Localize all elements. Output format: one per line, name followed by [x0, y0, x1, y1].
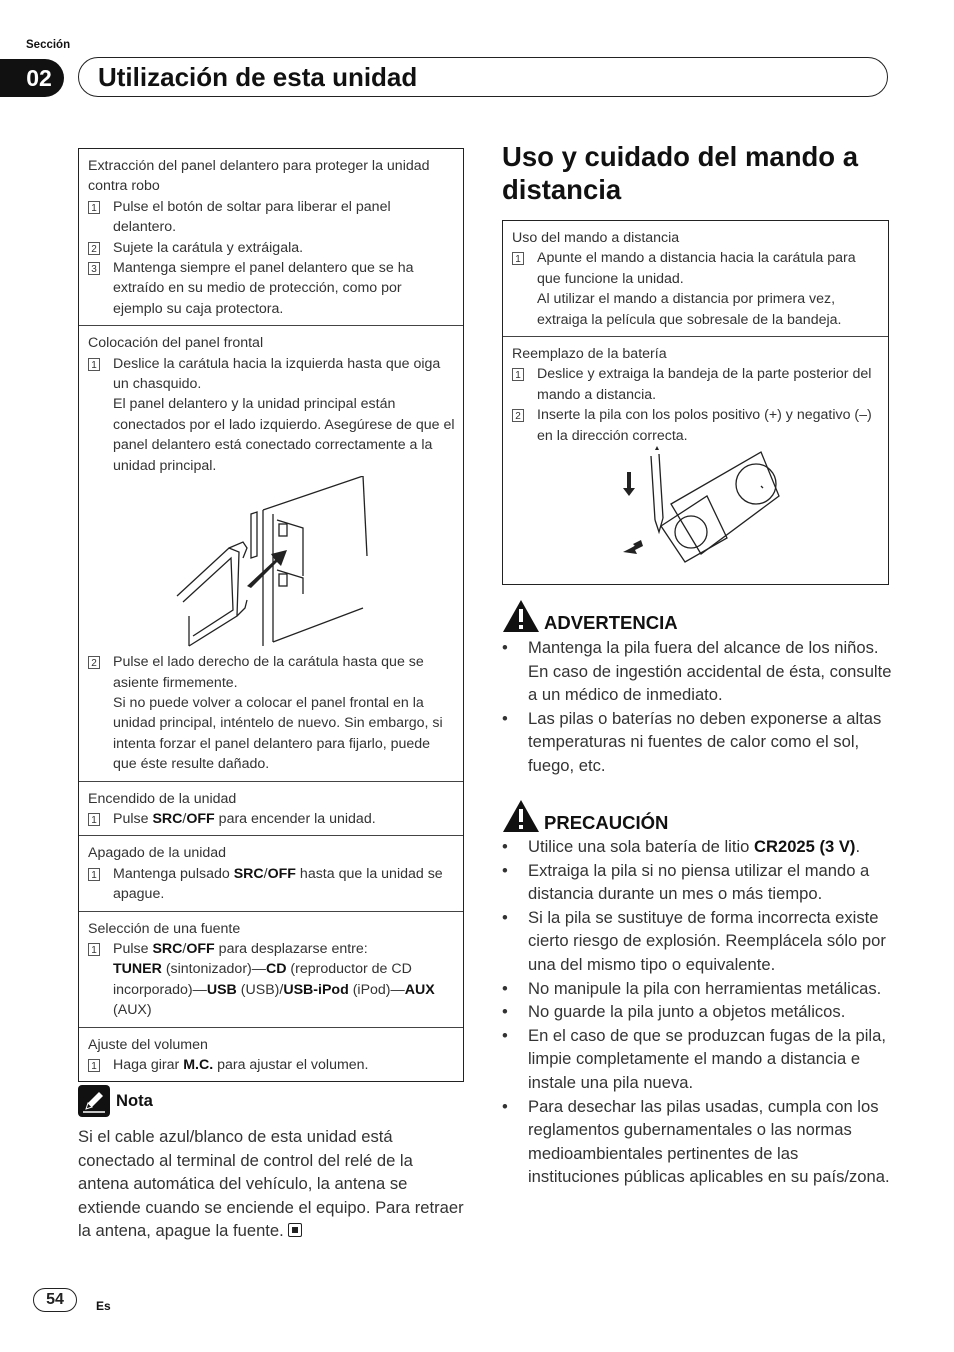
step-text: Apunte el mando a distancia hacia la carátula para que funcione la unidad. [537, 250, 856, 287]
step-text: Mantenga pulsado [113, 865, 234, 882]
table-row-bateria [503, 336, 888, 570]
step-number: 1 [88, 868, 100, 881]
step-text: Inserte la pila con los polos positivo (+) y negativo (–) en la dirección correcta. [537, 407, 872, 444]
list-item-text: Extraiga la pila si no piensa utilizar el mando a distancia durante un mes o más tiempo. [528, 860, 870, 904]
step-item [88, 809, 455, 829]
caution-heading [502, 798, 668, 834]
step-text: Pulse [113, 940, 153, 957]
step-number: 1 [512, 252, 524, 265]
remote-table [502, 220, 889, 585]
step-item [88, 354, 455, 476]
step-text: Pulse [113, 810, 153, 827]
source-tuner: TUNER [113, 961, 162, 978]
step-text: Deslice y extraiga la bandeja de la parte posterior del mando a distancia. [537, 366, 872, 403]
battery-replacement-illustration [611, 446, 781, 564]
source-cd: CD [265, 961, 287, 978]
step-note: Si no puede volver a colocar el panel frontal en la unidad principal, inténtelo de nuevo. Sin embargo, si intenta forzar el panel delantero para fijarlo, puede que éste resulte dañado. [113, 694, 443, 773]
step-text: para desplazarse entre: [214, 940, 368, 957]
operations-table [78, 148, 464, 1082]
separator: / [182, 940, 187, 957]
list-item-text: Las pilas o baterías no deben exponerse a altas temperaturas ni fuentes de calor como el sol, fuego, etc. [528, 708, 882, 775]
step-item [88, 864, 455, 905]
step-text: Pulse el botón de soltar para liberar el panel delantero. [113, 198, 391, 236]
list-item: • No guarde la pila junto a objetos metálicos. [502, 1000, 892, 1024]
table-row-uso [503, 221, 888, 336]
caution-list [502, 835, 892, 1189]
step-number: 1 [88, 943, 100, 956]
page-number: 54 [33, 1288, 77, 1312]
key-src: SRC [152, 940, 183, 957]
note-label: Nota [116, 1091, 153, 1110]
list-item: • En el caso de que se produzcan fugas de la pila, limpie completamente el mando a distancia e instale una pila nueva. [502, 1024, 892, 1095]
language-code: Es [96, 1299, 111, 1313]
step-number: 1 [88, 813, 100, 826]
source-aux: AUX [404, 981, 435, 998]
table-row-encendido [79, 781, 463, 836]
step-number: 2 [88, 656, 100, 669]
row-title: Uso del mando a distancia [512, 230, 680, 246]
key-src: SRC [233, 865, 264, 882]
warning-label: ADVERTENCIA [544, 612, 678, 633]
step-item [88, 258, 455, 319]
step-item [88, 939, 455, 1021]
step-note: El panel delantero y la unidad principal están conectados por el lado izquierdo. Asegúrese de que el panel delantero está conectado correctamente a la unidad principal. [113, 396, 455, 474]
row-title: Colocación del panel frontal [88, 335, 264, 352]
step-note: Al utilizar el mando a distancia por primera vez, extraiga la película que sobresale de la bandeja. [537, 291, 842, 328]
step-number: 1 [88, 201, 100, 214]
battery-model: CR2025 (3 V) [754, 837, 856, 856]
step-number: 1 [512, 368, 524, 381]
step-item [88, 238, 455, 258]
row-title: Apagado de la unidad [88, 845, 227, 862]
source-desc: (USB)/ [236, 981, 284, 998]
list-item-text: . [855, 837, 861, 856]
source-desc: (reproductor de CD incorporado)— [113, 961, 412, 998]
list-item-text: En el caso de que se produzcan fugas de la pila, limpie completamente el mando a distancia e instale una pila nueva. [528, 1025, 886, 1092]
source-desc: (iPod)— [348, 981, 405, 998]
list-item-text: No manipule la pila con herramientas metálicas. [528, 978, 882, 998]
step-text: hasta que la unidad se apague. [113, 865, 443, 903]
table-row-seleccion [79, 911, 463, 1027]
step-number: 1 [88, 1059, 100, 1072]
caution-label: PRECAUCIÓN [544, 812, 669, 833]
row-title: Selección de una fuente [88, 920, 241, 937]
front-panel-attach-illustration [167, 476, 377, 652]
step-number: 3 [88, 262, 100, 275]
step-text: para ajustar el volumen. [213, 1057, 369, 1073]
separator: / [263, 865, 268, 882]
step-item [88, 197, 455, 238]
step-text: Sujete la carátula y extráigala. [113, 239, 304, 256]
table-row-apagado [79, 835, 463, 910]
row-title: Encendido de la unidad [88, 790, 237, 807]
key-src: SRC [152, 810, 183, 827]
list-item: • No manipule la pila con herramientas metálicas. [502, 977, 892, 1001]
step-number: 1 [88, 358, 100, 371]
section-heading: Uso y cuidado del mando a distancia [502, 141, 859, 205]
step-text: Deslice la carátula hacia la izquierda hasta que oiga un chasquido. [113, 355, 441, 393]
list-item-text: Si la pila se sustituye de forma incorrecta existe cierto riesgo de explosión. Reemplácela sólo por una del mismo tipo o equivalente. [528, 907, 886, 974]
list-item-text: Para desechar las pilas usadas, cumpla con los reglamentos gubernamentales o las normas medioambientales pertinentes de las instituciones públicas aplicables en su país/zona. [528, 1096, 890, 1187]
table-row-colocacion [79, 325, 463, 780]
key-off: OFF [186, 810, 215, 827]
table-row-ajuste [79, 1027, 463, 1082]
list-item-text: Mantenga la pila fuera del alcance de los niños. En caso de ingestión accidental de ésta, consulte a un médico de inmediato. [528, 638, 892, 705]
list-item: • Si la pila se sustituye de forma incorrecta existe cierto riesgo de explosión. Reemplácela sólo por una del mismo tipo o equivalente. [502, 906, 892, 977]
note-heading [78, 1085, 153, 1117]
section-number-badge: 02 [0, 59, 64, 97]
source-usb: USB [206, 981, 237, 998]
step-item [512, 248, 880, 330]
key-off: OFF [267, 865, 296, 882]
end-of-section-icon [288, 1223, 302, 1237]
row-title: Ajuste del volumen [88, 1036, 208, 1053]
caution-triangle-icon [502, 799, 540, 833]
row-title: Extracción del panel delantero para proteger la unidad contra robo [88, 158, 430, 195]
step-text: Pulse el lado derecho de la carátula hasta que se asiente firmemente. [113, 654, 424, 691]
source-desc: (AUX) [113, 1002, 152, 1019]
step-item [88, 652, 455, 774]
warning-triangle-icon [502, 599, 540, 633]
warning-heading [502, 598, 678, 634]
table-row-extraccion [79, 149, 463, 325]
note-body [78, 1125, 468, 1243]
list-item: • Extraiga la pila si no piensa utilizar el mando a distancia durante un mes o más tiempo. [502, 859, 892, 906]
step-number: 2 [88, 242, 100, 255]
step-item [512, 405, 880, 446]
step-number: 2 [512, 409, 524, 422]
source-usb-ipod: USB-iPod [283, 981, 349, 998]
separator: / [182, 810, 187, 827]
step-text: para encender la unidad. [214, 810, 376, 827]
note-pencil-icon [78, 1085, 110, 1117]
page-title: Utilización de esta unidad [98, 62, 418, 92]
note-text: Si el cable azul/blanco de esta unidad está conectado al terminal de control del relé de la antena automática del vehículo, la antena se extiende cuando se enciende el equipo. Para retraer la antena, apague la fuente. [78, 1127, 464, 1241]
step-text: Mantenga siempre el panel delantero que se ha extraído en su medio de protección, como por ejemplo su caja protectora. [113, 260, 414, 317]
warning-list [502, 636, 892, 778]
list-item: • Para desechar las pilas usadas, cumpla con los reglamentos gubernamentales o las normas medioambientales pertinentes de las instituciones públicas aplicables en su país/zona. [502, 1095, 892, 1189]
list-item: • Las pilas o baterías no deben exponerse a altas temperaturas ni fuentes de calor como el sol, fuego, etc. [502, 707, 892, 778]
step-text: Haga girar [113, 1057, 184, 1073]
section-label: Sección [26, 39, 71, 51]
step-item [512, 364, 880, 405]
list-item-text: Utilice una sola batería de litio [528, 837, 754, 856]
row-title: Reemplazo de la batería [512, 346, 667, 363]
source-desc: (sintonizador)— [161, 961, 266, 978]
list-item: • Mantenga la pila fuera del alcance de los niños. En caso de ingestión accidental de ésta, consulte a un médico de inmediato. [502, 636, 892, 707]
list-item: • Utilice una sola batería de litio CR2025 (3 V). [502, 837, 861, 856]
list-item-text: No guarde la pila junto a objetos metálicos. [528, 1002, 846, 1022]
step-item [88, 1055, 455, 1075]
key-off: OFF [186, 940, 215, 957]
key-mc: M.C. [183, 1057, 214, 1073]
